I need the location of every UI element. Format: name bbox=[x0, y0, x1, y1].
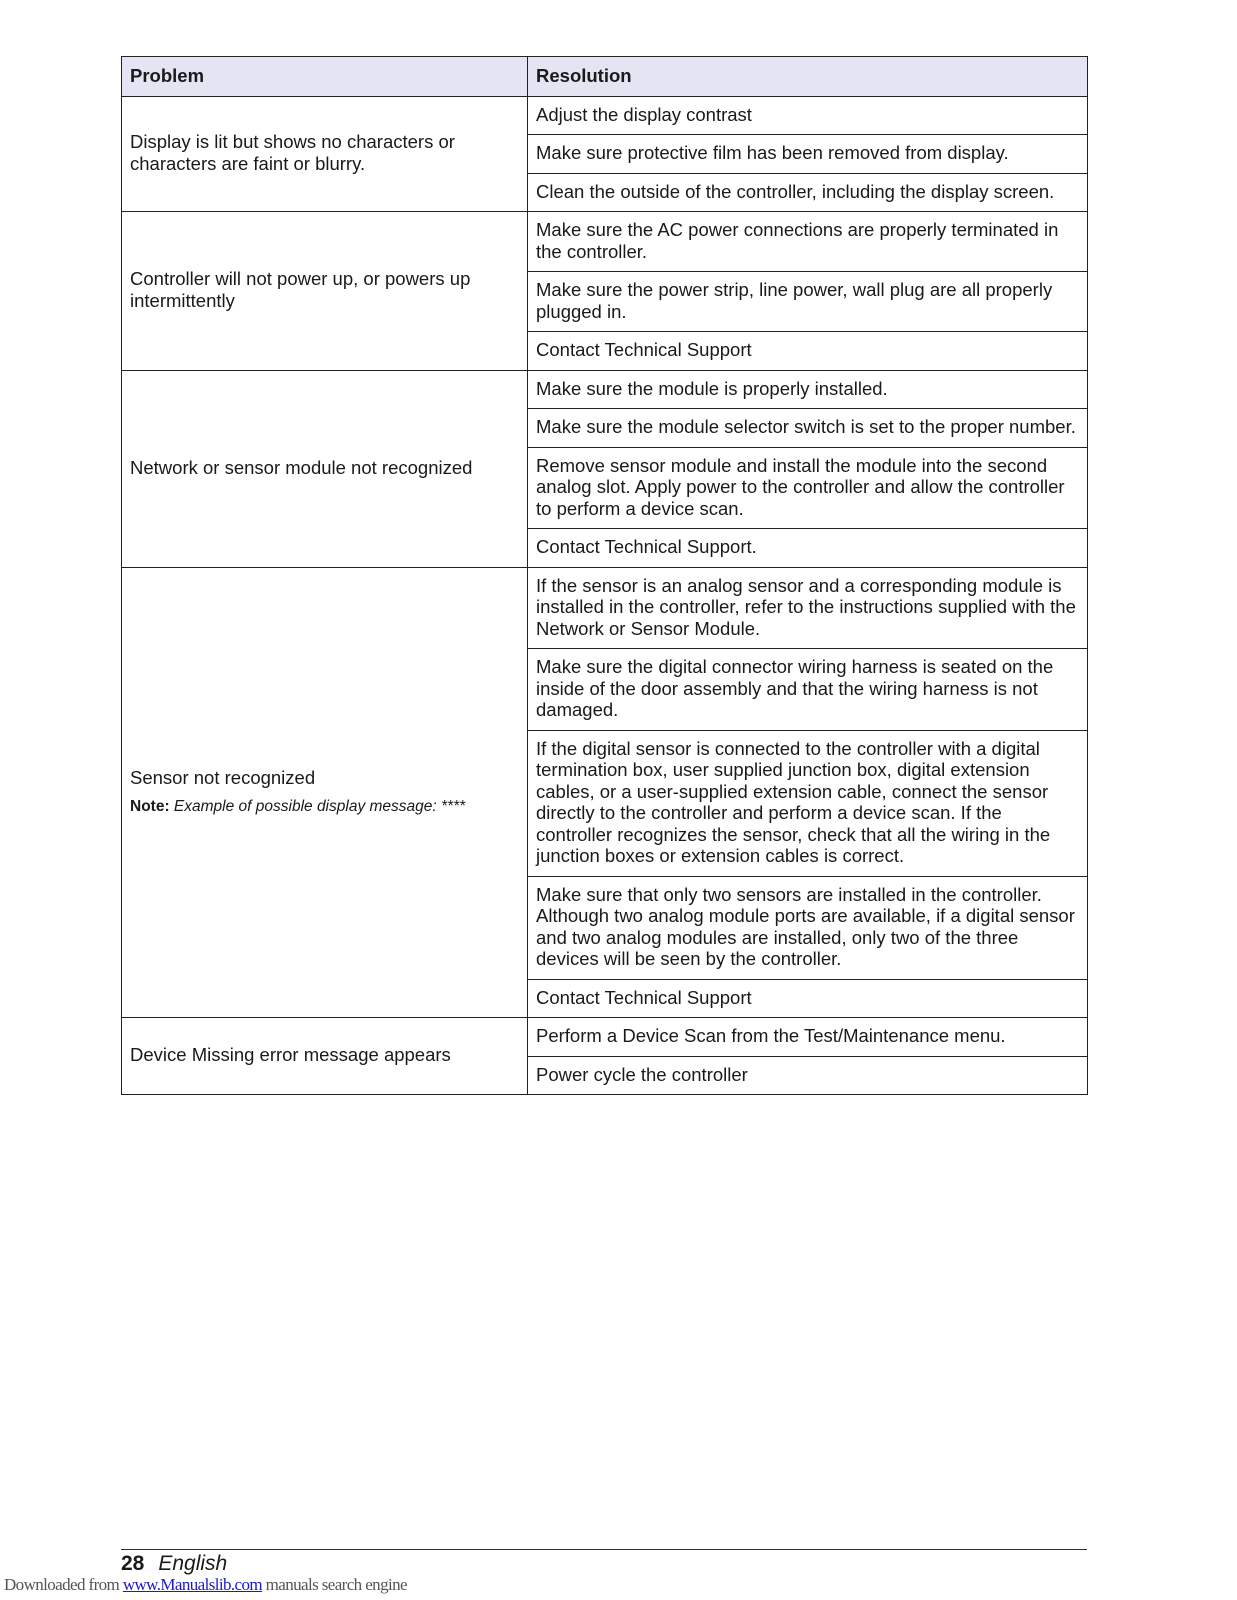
resolution-cell: Contact Technical Support bbox=[528, 332, 1088, 371]
resolution-cell: Contact Technical Support bbox=[528, 979, 1088, 1018]
download-prefix: Downloaded from bbox=[4, 1575, 123, 1594]
resolution-cell: Make sure the AC power connections are properly terminated in the controller. bbox=[528, 212, 1088, 272]
resolution-cell: Make sure the module selector switch is set to the proper number. bbox=[528, 409, 1088, 448]
resolution-cell: Clean the outside of the controller, including the display screen. bbox=[528, 173, 1088, 212]
download-notice bbox=[4, 1575, 407, 1595]
problem-text: Sensor not recognized bbox=[130, 767, 316, 788]
problem-cell: Network or sensor module not recognized bbox=[122, 370, 528, 567]
problem-column-header: Problem bbox=[122, 57, 528, 97]
table-header-row bbox=[122, 57, 1088, 97]
page-number: 28 bbox=[121, 1552, 145, 1575]
problem-cell bbox=[122, 567, 528, 1018]
resolution-cell: Make sure protective film has been removed from display. bbox=[528, 135, 1088, 174]
note bbox=[130, 797, 519, 816]
problem-cell: Display is lit but shows no characters or characters are faint or blurry. bbox=[122, 96, 528, 212]
resolution-cell: Adjust the display contrast bbox=[528, 96, 1088, 135]
resolution-cell: Make sure the power strip, line power, wall plug are all properly plugged in. bbox=[528, 272, 1088, 332]
footer-language: English bbox=[158, 1552, 228, 1575]
note-text: Example of possible display message: **** bbox=[173, 797, 466, 815]
resolution-cell: Make sure the digital connector wiring harness is seated on the inside of the door assembly and that the wiring harness is not damaged. bbox=[528, 649, 1088, 731]
table-row bbox=[122, 96, 1088, 135]
problem-cell: Device Missing error message appears bbox=[122, 1018, 528, 1095]
resolution-cell: Make sure that only two sensors are installed in the controller. Although two analog module ports are available, if a digital sensor and two analog modules are installed, only two of the three devices will be seen by the controller. bbox=[528, 876, 1088, 979]
note-label: Note: bbox=[130, 797, 170, 815]
table-row bbox=[122, 370, 1088, 409]
table-row bbox=[122, 1018, 1088, 1057]
resolution-cell: Make sure the module is properly installed. bbox=[528, 370, 1088, 409]
manualslib-link[interactable]: www.Manualslib.com bbox=[122, 1575, 263, 1594]
resolution-cell: Power cycle the controller bbox=[528, 1056, 1088, 1095]
download-suffix: manuals search engine bbox=[262, 1575, 407, 1594]
resolution-cell: Perform a Device Scan from the Test/Maintenance menu. bbox=[528, 1018, 1088, 1057]
table-row bbox=[122, 212, 1088, 272]
footer-divider bbox=[121, 1549, 1087, 1550]
resolution-cell: Remove sensor module and install the module into the second analog slot. Apply power to the controller and allow the controller to perform a device scan. bbox=[528, 447, 1088, 529]
page-footer bbox=[121, 1551, 227, 1577]
problem-cell: Controller will not power up, or powers up intermittently bbox=[122, 212, 528, 371]
resolution-cell: If the digital sensor is connected to the controller with a digital termination box, user supplied junction box, digital extension cables, or a user-supplied extension cable, connect the sensor directly to the controller and perform a device scan. If the controller recognizes the sensor, check that all the wiring in the junction boxes or extension cables is correct. bbox=[528, 730, 1088, 876]
table-row bbox=[122, 567, 1088, 649]
resolution-cell: Contact Technical Support. bbox=[528, 529, 1088, 568]
resolution-column-header: Resolution bbox=[528, 57, 1088, 97]
troubleshooting-table bbox=[121, 56, 1088, 1095]
resolution-cell: If the sensor is an analog sensor and a corresponding module is installed in the controller, refer to the instructions supplied with the Network or Sensor Module. bbox=[528, 567, 1088, 649]
